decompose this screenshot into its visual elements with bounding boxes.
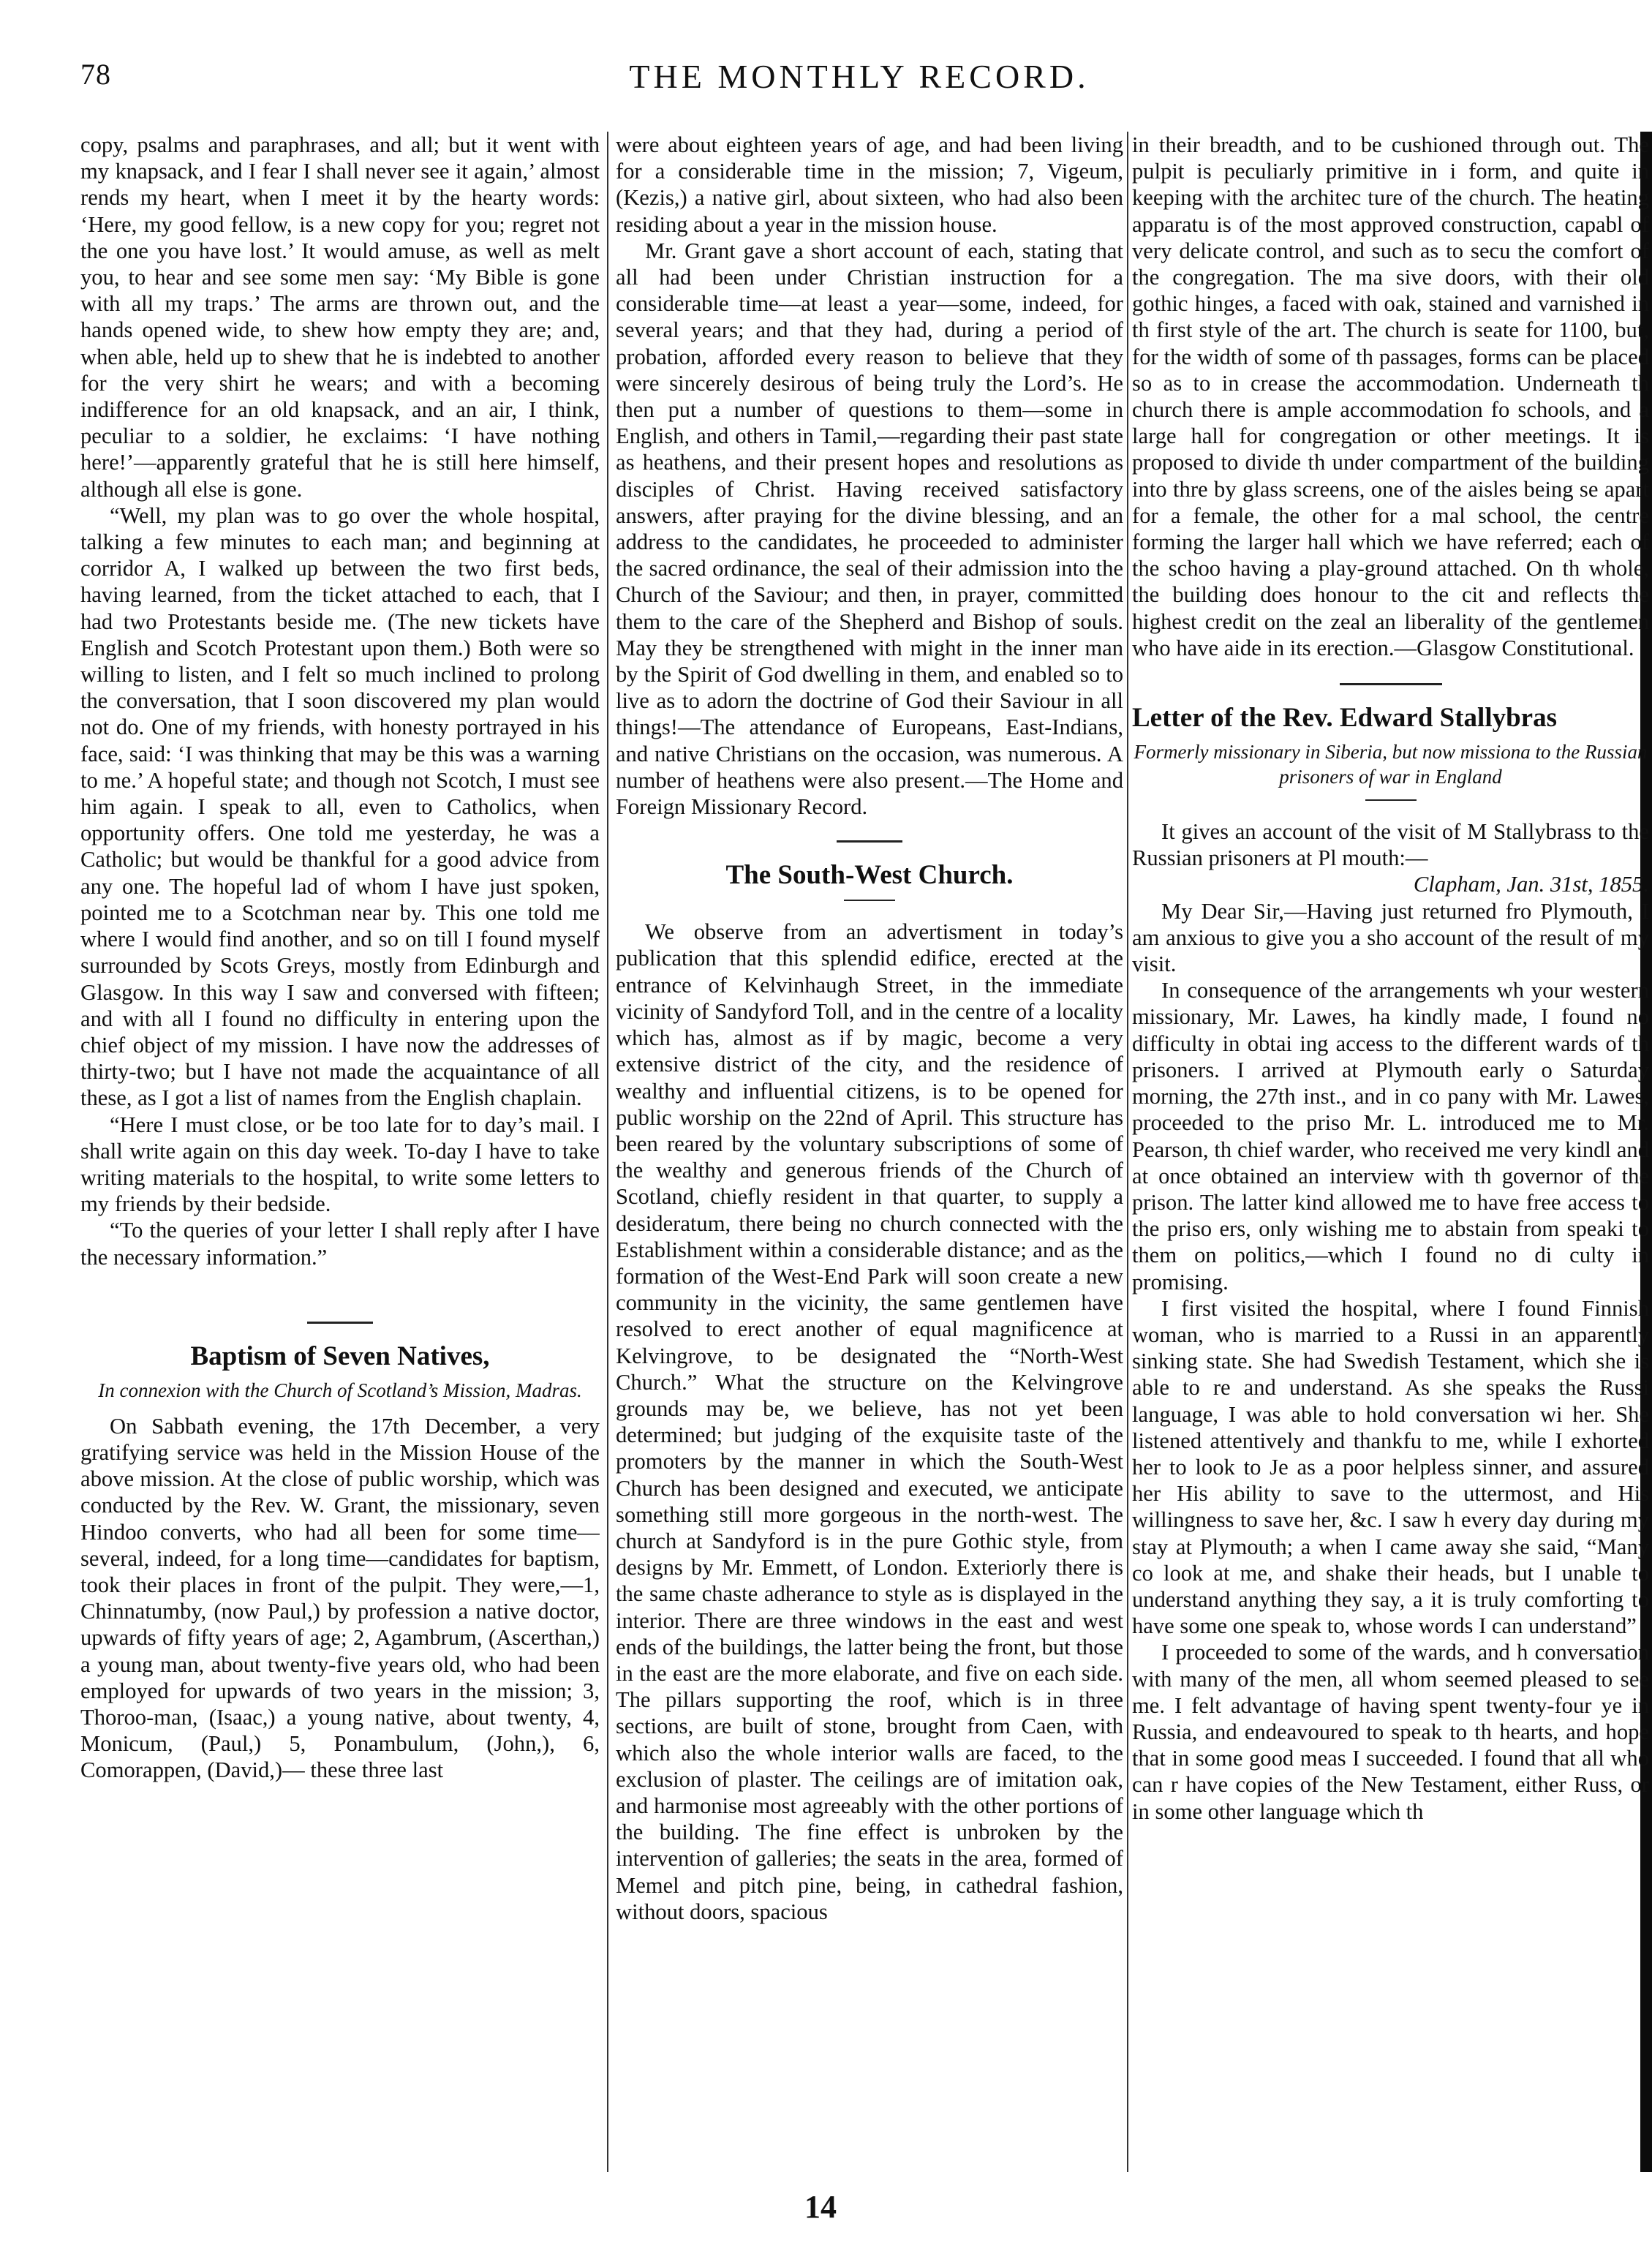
title-rule [1365, 799, 1417, 801]
body-paragraph: in their breadth, and to be cushioned through out. The pulpit is peculiarly primitive in i form, and quite in keeping with the architec ture of the church. The heating apparatu is of the most approved construction, capabl of very delicate control, and such as to secu the comfort of the congregation. The ma sive doors, with their old gothic hinges, a faced with oak, stained and varnished in th first style of the art. The church is seate for 1100, but, for the width of some of th passages, forms can be placed so as to in crease the accommodation. Underneath th church there is ample accommodation fo schools, and a large hall for congregation or other meetings. It is proposed to divide th under compartment of the building into thre by glass screens, one of the aisles being se apart for a female, the other for a mal school, the centre forming the larger hall which we have referred; each of the schoo having a play-ground attached. On th whole, the building does honour to the cit and reflects the highest credit on the zeal an liberality of the gentlemen who have aide in its erection.—Glasgow Constitutional. [1132, 132, 1649, 660]
column-right [1132, 132, 1649, 2172]
column-rule [1127, 132, 1128, 2172]
body-paragraph: I first visited the hospital, where I found Finnish woman, who is married to a Russi in an apparently sinking state. She had Swedish Testament, which she is able to re and understand. As she speaks the Russi language, I was able to hold conversation wi her. She listened attentively and thankfu to me, while I exhorted her to look to Je as a poor helpless sinner, and assured her His ability to save to the uttermost, and His willingness to save her, &c. I saw h every day during my stay at Plymouth; a when I came away she said, “Many co look at me, and shake their heads, but I unable to understand anything they say, a it is truly comforting to have some one speak to, whose words I can understand” [1132, 1295, 1649, 1639]
body-paragraph: It gives an account of the visit of M Stallybrass to the Russian prisoners at Pl mouth:— [1132, 819, 1649, 871]
article-subtitle: In connexion with the Church of Scotland’s Mission, Madras. [98, 1379, 582, 1401]
body-paragraph: I proceeded to some of the wards, and h conversation with many of the men, all whom seemed pleased to see me. I felt advantage of having spent twenty-four ye in Russia, and endeavoured to speak to th hearts, and hope that in some good meas I succeeded. I found that all who can r have copies of the New Testament, either Russ, or in some other language which th [1132, 1640, 1649, 1824]
body-paragraph: “Here I must close, or be too late for to day’s mail. I shall write again on this day week. To-day I have to take writing materials to the hospital, to write some letters to my friends by their bedside. [80, 1112, 600, 1217]
body-paragraph: In consequence of the arrangements wh your western missionary, Mr. Lawes, ha kindly made, I found no difficulty in obtai ing access to the different wards of th prisoners. I arrived at Plymouth early o Saturday morning, the 27th inst., and in co pany with Mr. Lawes, proceeded to the priso Mr. L. introduced me to Mr. Pearson, th chief warder, who received me very kindl and at once obtained an interview with th governor of the prison. The latter kind allowed me to have free access to the priso ers, only wishing me to abstain from speaki to them on politics,—which I found no di culty in promising. [1132, 978, 1649, 1294]
section-divider [307, 1322, 373, 1324]
page-number: 78 [80, 58, 111, 91]
article-title: Baptism of Seven Natives, [190, 1341, 490, 1371]
body-paragraph: We observe from an advertisment in today’s publication that this splendid edifice, erected at the entrance of Kelvinhaugh Street, in the immediate vicinity of Sandyford Toll, and in the centre of a locality which has, almost as if by magic, become a very extensive district of the city, and the residence of wealthy and influential citizens, is to be opened for public worship on the 22nd of April. This structure has been reared by the voluntary subscriptions of some of the wealthy and generous friends of the Church of Scotland, chiefly resident in that quarter, to supply a desideratum, there being no church connected with the Establishment within a considerable distance; and as the formation of the West-End Park will soon create a new community in the vicinity, the same gentlemen have resolved to erect another of equal magnificence at Kelvingrove, to be designated the “North-West Church.” What the structure on the Kelvingrove grounds may be, we believe, has not yet been determined; but judging of the exquisite taste of the promoters by the manner in which the South-West Church has been designed and executed, we anticipate something still more gorgeous in the north-west. The church at Sandyford is in the pure Gothic style, from designs by Mr. Emmett, of London. Exteriorly there is the same chaste adherance to style as is displayed in the interior. There are three windows in the east and west ends of the buildings, the latter being the front, but those in the east are the more elaborate, and five on each side. The pillars supporting the roof, which is in three sections, are built of stone, brought from Caen, with which also the whole interior walls are faced, to the exclusion of plaster. The ceilings are of imitation oak, and harmonise most agreeably with the other portions of the building. The fine effect is unbroken by the intervention of galleries; the seats in the area, formed of Memel and pitch pine, being, in cathedral fashion, without doors, spacious [616, 919, 1123, 1924]
letter-dateline: Clapham, Jan. 31st, 1855. [1413, 872, 1649, 897]
article-subtitle: Formerly missionary in Siberia, but now missiona to the Russian prisoners of war in England [1134, 741, 1648, 788]
body-paragraph: Mr. Grant gave a short account of each, stating that all had been under Christian instruction for a considerable time—at least a year—some, indeed, for several years; and that they had, during a period of probation, afforded every reason to believe that they were sincerely desirous of being truly the Lord’s. He then put a number of questions to them—some in English, and others in Tamil,—regarding their past state as heathens, and their present hopes and resolutions as disciples of Christ. Having received satisfactory answers, after praying for the divine blessing, and an address to the candidates, he proceeded to administer the sacred ordinance, the seal of their admission into the Church of the Saviour; and then, in prayer, committed them to the care of the Shepherd and Bishop of souls. May they be strengthened with might in the inner man by the Spirit of God dwelling in them, and enabled so to live as to adorn the doctrine of God their Saviour in all things!—The attendance of Europeans, East-Indians, and native Christians on the occasion, was numerous. A number of heathens were also present.—The Home and Foreign Missionary Record. [616, 238, 1123, 820]
column-left [80, 132, 600, 2172]
body-paragraph: copy, psalms and paraphrases, and all; but it went with my knapsack, and I fear I shall never see it again,’ almost rends my heart, when I meet it by the hearty words: ‘Here, my good fellow, is a new copy for you; regret not the one you have lost.’ It would amuse, as well as melt you, to hear and see some men say: ‘My Bible is gone with all my traps.’ The arms are thrown out, and the hands opened wide, to shew how empty they are; and, when able, held up to shew that he is indebted to another for the very shirt he wears; and with a becoming indifference for an old knapsack, and an air, I think, peculiar to a soldier, he exclaims: ‘I have nothing here!’—apparently grateful that he is still here himself, although all else is gone. [80, 132, 600, 502]
body-paragraph: “Well, my plan was to go over the whole hospital, talking a few minutes to each man; and beginning at corridor A, I walked up between the two first beds, having learned, from the ticket attached to each, that I had two Protestants beside me. (The new tickets have English and Scotch Protestant upon them.) Both were so willing to listen, and I felt so much inclined to prolong the conversation, that I soon discovered my plan would not do. One of my friends, with honesty portrayed in his face, said: ‘I was thinking that may be this was a warning to me.’ A hopeful state; and though not Scotch, I must see him again. I speak to all, even to Catholics, when opportunity offers. One told me yesterday, he was a Catholic; but would be thankful for a good advice from any one. The hopeful lad of whom I have just spoken, pointed me to a Scotchman near by. This one told me where I would find another, and so on till I found myself surrounded by Scots Greys, mostly from Edinburgh and Glasgow. In this way I saw and conversed with fifteen; and with all I found no difficulty in entering upon the chief object of my mission. I have now the addresses of thirty-two; but I have not made the acquaintance of all these, as I got a list of names from the English chaplain. [80, 502, 600, 1111]
section-divider [1340, 683, 1442, 685]
running-head: THE MONTHLY RECORD. [629, 58, 1090, 95]
body-paragraph: On Sabbath evening, the 17th December, a very gratifying service was held in the Mission House of the above mission. At the close of public worship, which was conducted by the Rev. W. Grant, the missionary, seven Hindoo converts, who had all been for some time—several, indeed, for a long time—candidates for baptism, took their places in front of the pulpit. They were,—1, Chinnatumby, (now Paul,) by profession a native doctor, upwards of fifty years of age; 2, Agambrum, (Ascerthan,) a young man, about twenty-five years old, who had been employed for upwards of two years in the mission; 3, Thoroo-man, (Isaac,) a young native, about twenty, 4, Monicum, (Paul,) 5, Ponambulum, (John,), 6, Comorappen, (David,)— these three last [80, 1413, 600, 1783]
signature-mark: 14 [804, 2189, 837, 2225]
article-title: The South-West Church. [725, 860, 1014, 891]
body-paragraph: My Dear Sir,—Having just returned fro Plymouth, I am anxious to give you a sho account of the result of my visit. [1132, 898, 1649, 977]
body-paragraph: were about eighteen years of age, and had been living for a considerable time in the mission; 7, Vigeum, (Kezis,) a native girl, about sixteen, who had also been residing about a year in the mission house. [616, 132, 1123, 237]
page-header [80, 57, 1638, 108]
title-rule [844, 900, 895, 901]
column-rule [607, 132, 608, 2172]
column-middle [616, 132, 1123, 2172]
article-title: Letter of the Rev. Edward Stallybras [1132, 703, 1557, 734]
body-paragraph: “To the queries of your letter I shall reply after I have the necessary information.” [80, 1218, 600, 1270]
section-divider [837, 840, 902, 843]
